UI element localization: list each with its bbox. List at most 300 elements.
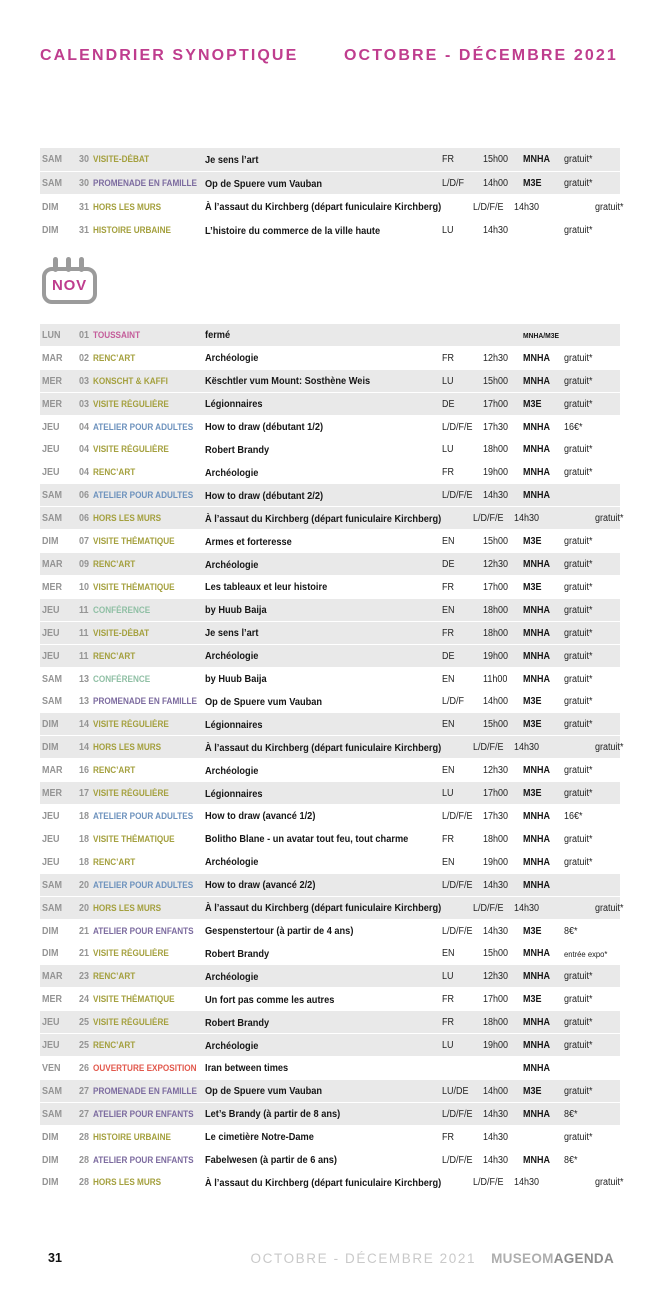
event-title: Un fort pas comme les autres	[205, 993, 335, 1006]
event-price: gratuit*	[595, 902, 624, 914]
event-row	[40, 393, 620, 416]
event-time: 14h00	[483, 1085, 509, 1097]
event-price: gratuit*	[564, 1040, 593, 1052]
calendar-rings-icon	[53, 257, 100, 272]
event-type-label: HORS LES MURS	[93, 513, 162, 525]
event-title: Bolitho Blane - un avatar tout feu, tout charme	[205, 833, 409, 846]
event-language: EN	[442, 856, 455, 868]
event-museum	[523, 1132, 564, 1143]
event-time: 12h30	[483, 559, 509, 571]
footer-period: OCTOBRE - DÉCEMBRE 2021	[250, 1251, 477, 1266]
event-price: gratuit*	[564, 1017, 593, 1029]
event-row	[40, 530, 620, 553]
event-language: EN	[442, 604, 455, 616]
event-type-label: RENC’ART	[93, 352, 136, 364]
event-time: 15h00	[483, 948, 509, 960]
event-type-label: TOUSSAINT	[93, 329, 141, 341]
event-price: gratuit*	[564, 581, 593, 593]
event-day: LUN 01	[42, 329, 89, 341]
event-row	[40, 576, 620, 599]
page-title: CALENDRIER SYNOPTIQUE	[40, 47, 299, 64]
event-row	[40, 1172, 624, 1195]
event-title: How to draw (débutant 1/2)	[205, 421, 324, 434]
event-day: MER 03	[42, 375, 89, 387]
event-museum: MNHA	[523, 1040, 550, 1052]
footer-brand	[491, 1251, 614, 1266]
event-type-label: VISITE-DÉBAT	[93, 154, 150, 166]
event-time: 19h00	[483, 650, 509, 662]
event-row	[40, 1103, 620, 1126]
event-row	[40, 461, 620, 484]
event-time: 12h30	[483, 352, 509, 364]
event-type-label: CONFÉRENCE	[93, 673, 151, 685]
event-row	[40, 622, 620, 645]
event-museum	[554, 513, 595, 524]
event-row	[40, 1149, 620, 1172]
event-title: Op de Spuere vum Vauban	[205, 177, 323, 190]
event-row	[40, 828, 620, 851]
event-time: 17h00	[483, 398, 509, 410]
event-price	[564, 1063, 620, 1074]
event-day: JEU 04	[42, 421, 89, 433]
event-language: L/D/F/E	[473, 201, 504, 213]
event-price: 16€*	[564, 810, 583, 822]
event-time: 18h00	[483, 604, 509, 616]
event-price: gratuit*	[564, 971, 593, 983]
event-title: Légionnaires	[205, 787, 263, 800]
event-time: 14h00	[483, 178, 509, 190]
event-time: 14h30	[483, 1131, 509, 1143]
event-museum: MNHA	[523, 490, 550, 502]
event-language: EN	[442, 765, 455, 777]
event-museum: MNHA	[523, 352, 550, 364]
event-price: gratuit*	[564, 398, 593, 410]
event-time: 17h00	[483, 994, 509, 1006]
event-title: Këschtler vum Mount: Sosthène Weis	[205, 375, 371, 388]
event-row	[40, 942, 620, 965]
event-museum: MNHA	[523, 948, 550, 960]
event-title: Je sens l’art	[205, 153, 259, 166]
event-museum	[554, 202, 595, 213]
event-row	[40, 1034, 620, 1057]
event-type-label: VISITE THÉMATIQUE	[93, 536, 175, 548]
event-price: gratuit*	[564, 375, 593, 387]
event-language: FR	[442, 994, 455, 1006]
event-time: 14h30	[514, 513, 540, 525]
event-language	[442, 330, 483, 341]
event-day: SAM 20	[42, 902, 89, 914]
event-price: gratuit*	[595, 513, 624, 525]
event-type-label: RENC’ART	[93, 856, 136, 868]
event-title: Fabelwesen (à partir de 6 ans)	[205, 1154, 337, 1167]
event-museum	[554, 742, 595, 753]
event-language: L/D/F/E	[473, 1177, 504, 1189]
event-museum: MNHA	[523, 154, 550, 166]
event-language: LU	[442, 788, 454, 800]
event-museum: MNHA	[523, 650, 550, 662]
event-language: L/D/F	[442, 696, 465, 708]
event-language: LU	[442, 1040, 454, 1052]
event-language: FR	[442, 833, 455, 845]
event-type-label: HISTOIRE URBAINE	[93, 1131, 171, 1143]
event-type-label: PROMENADE EN FAMILLE	[93, 696, 197, 708]
event-museum: MNHA	[523, 1154, 550, 1166]
event-row	[40, 668, 620, 691]
event-language: LU	[442, 971, 454, 983]
event-museum: M3E	[523, 925, 542, 937]
event-row	[40, 553, 620, 576]
event-time: 14h30	[514, 201, 540, 213]
event-type-label: VISITE RÉGULIÈRE	[93, 948, 169, 960]
event-title: How to draw (avancé 2/2)	[205, 879, 316, 892]
event-price: gratuit*	[564, 154, 593, 166]
event-row	[40, 965, 620, 988]
event-row	[40, 759, 620, 782]
event-price: gratuit*	[564, 673, 593, 685]
event-time	[483, 330, 523, 341]
event-day: JEU 11	[42, 627, 89, 639]
event-type-label: HISTOIRE URBAINE	[93, 225, 171, 237]
event-type-label: HORS LES MURS	[93, 902, 162, 914]
event-time: 15h00	[483, 719, 509, 731]
event-title: Archéologie	[205, 466, 259, 479]
event-title: Légionnaires	[205, 398, 263, 411]
event-title: Let’s Brandy (à partir de 8 ans)	[205, 1108, 341, 1121]
event-type-label: RENC’ART	[93, 765, 136, 777]
event-price: 8€*	[564, 1154, 578, 1166]
event-price: gratuit*	[564, 788, 593, 800]
event-language: L/D/F/E	[442, 421, 473, 433]
event-price: gratuit*	[564, 536, 593, 548]
event-day: JEU 25	[42, 1040, 89, 1052]
event-day: SAM 30	[42, 154, 89, 166]
event-type-label: ATELIER POUR ADULTES	[93, 879, 194, 891]
event-time: 14h30	[483, 925, 509, 937]
event-day: JEU 18	[42, 833, 89, 845]
event-row	[40, 874, 620, 897]
event-title: by Huub Baija	[205, 604, 267, 617]
event-price: gratuit*	[564, 444, 593, 456]
event-day: JEU 25	[42, 1017, 89, 1029]
event-type-label: OUVERTURE EXPOSITION	[93, 1062, 197, 1074]
page-number: 31	[48, 1251, 62, 1265]
event-language: EN	[442, 536, 455, 548]
event-museum: MNHA	[523, 444, 550, 456]
event-title: Le cimetière Notre-Dame	[205, 1131, 314, 1144]
event-type-label: RENC’ART	[93, 1040, 136, 1052]
event-language: FR	[442, 154, 455, 166]
event-day: JEU 11	[42, 650, 89, 662]
event-language: FR	[442, 1131, 455, 1143]
event-language: L/D/F/E	[442, 810, 473, 822]
event-row	[40, 1057, 620, 1080]
event-row	[40, 713, 620, 736]
event-time: 19h00	[483, 856, 509, 868]
event-language: L/D/F/E	[442, 1108, 473, 1120]
event-museum: M3E	[523, 719, 542, 731]
event-language: FR	[442, 581, 455, 593]
event-price: gratuit*	[595, 742, 624, 754]
event-title: À l’assaut du Kirchberg (départ funiculaire Kirchberg)	[205, 902, 442, 915]
event-museum: MNHA	[523, 375, 550, 387]
event-time: 18h00	[483, 627, 509, 639]
event-museum: MNHA	[523, 467, 550, 479]
event-day: DIM 31	[42, 225, 89, 237]
event-day: MER 10	[42, 581, 89, 593]
event-day: DIM 28	[42, 1177, 89, 1189]
event-language: L/D/F/E	[442, 1154, 473, 1166]
event-museum: MNHA	[523, 1017, 550, 1029]
event-language: LU	[442, 375, 454, 387]
event-type-label: VISITE RÉGULIÈRE	[93, 788, 169, 800]
event-type-label: VISITE RÉGULIÈRE	[93, 444, 169, 456]
event-time: 15h00	[483, 154, 509, 166]
event-title: Archéologie	[205, 970, 259, 983]
event-row	[40, 219, 620, 243]
event-language: L/D/F/E	[442, 879, 473, 891]
event-title: Iran between times	[205, 1062, 289, 1075]
event-title: À l’assaut du Kirchberg (départ funiculaire Kirchberg)	[205, 1176, 442, 1189]
event-type-label: VISITE-DÉBAT	[93, 627, 150, 639]
event-language: L/D/F/E	[473, 902, 504, 914]
event-row	[40, 324, 620, 347]
event-time: 14h30	[514, 1177, 540, 1189]
event-time: 14h30	[483, 490, 509, 502]
event-day: DIM 21	[42, 948, 89, 960]
event-museum: MNHA	[523, 765, 550, 777]
event-museum: M3E	[523, 788, 542, 800]
event-time: 14h30	[514, 902, 540, 914]
event-museum: MNHA	[523, 1108, 550, 1120]
event-time: 17h00	[483, 788, 509, 800]
event-language: DE	[442, 559, 455, 571]
event-type-label: RENC’ART	[93, 559, 136, 571]
event-museum: M3E	[523, 696, 542, 708]
event-price: gratuit*	[564, 178, 593, 190]
event-time: 17h30	[483, 810, 509, 822]
event-row	[40, 897, 624, 920]
event-language: DE	[442, 650, 455, 662]
event-price	[564, 880, 620, 891]
event-title: L’histoire du commerce de la ville haute	[205, 224, 381, 237]
event-time: 18h00	[483, 1017, 509, 1029]
event-day: MAR 09	[42, 559, 89, 571]
event-museum: MNHA	[523, 673, 550, 685]
event-day: SAM 06	[42, 490, 89, 502]
event-price: gratuit*	[564, 833, 593, 845]
event-museum: MNHA	[523, 1062, 550, 1074]
event-type-label: CONFÉRENCE	[93, 604, 151, 616]
event-price: 8€*	[564, 1108, 578, 1120]
event-day: DIM 28	[42, 1154, 89, 1166]
event-museum: MNHA	[523, 627, 550, 639]
event-type-label: VISITE RÉGULIÈRE	[93, 398, 169, 410]
event-type-label: ATELIER POUR ADULTES	[93, 421, 194, 433]
event-row	[40, 507, 624, 530]
event-price: gratuit*	[564, 225, 593, 237]
event-day: DIM 28	[42, 1131, 89, 1143]
event-day: JEU 11	[42, 604, 89, 616]
event-day: SAM 27	[42, 1085, 89, 1097]
event-museum	[554, 903, 595, 914]
event-title: Je sens l’art	[205, 627, 259, 640]
event-row	[40, 851, 620, 874]
event-museum	[523, 225, 564, 236]
event-day: DIM 21	[42, 925, 89, 937]
event-language: LU/DE	[442, 1085, 469, 1097]
event-price: gratuit*	[564, 559, 593, 571]
event-language: FR	[442, 1017, 455, 1029]
event-time: 15h00	[483, 536, 509, 548]
event-time: 12h30	[483, 765, 509, 777]
event-language: FR	[442, 467, 455, 479]
event-time: 17h00	[483, 581, 509, 593]
event-title: Archéologie	[205, 558, 259, 571]
event-row	[40, 782, 620, 805]
event-type-label: VISITE RÉGULIÈRE	[93, 719, 169, 731]
event-row	[40, 484, 620, 507]
event-time: 18h00	[483, 833, 509, 845]
footer-brand-museom: MUSEOM	[491, 1251, 554, 1266]
event-museum: MNHA	[523, 879, 550, 891]
event-title: Robert Brandy	[205, 443, 270, 456]
event-museum: M3E	[523, 581, 542, 593]
event-row	[40, 691, 620, 714]
event-title: Armes et forteresse	[205, 535, 292, 548]
event-language: DE	[442, 398, 455, 410]
event-day: DIM 14	[42, 719, 89, 731]
october-events-table	[40, 148, 624, 243]
event-price: gratuit*	[564, 604, 593, 616]
event-price	[564, 330, 620, 341]
event-title: Robert Brandy	[205, 947, 270, 960]
event-title: Les tableaux et leur histoire	[205, 581, 328, 594]
month-label: NOV	[42, 267, 97, 304]
event-day: DIM 14	[42, 742, 89, 754]
event-title: Archéologie	[205, 1039, 259, 1052]
event-row	[40, 736, 624, 759]
event-day: SAM 20	[42, 879, 89, 891]
event-type-label: PROMENADE EN FAMILLE	[93, 1085, 197, 1097]
event-day: JEU 18	[42, 856, 89, 868]
event-type-label: HORS LES MURS	[93, 742, 162, 754]
event-price: gratuit*	[564, 627, 593, 639]
event-title: fermé	[205, 329, 231, 342]
event-price: gratuit*	[564, 650, 593, 662]
event-day: SAM 30	[42, 178, 89, 190]
event-title: Gespenstertour (à partir de 4 ans)	[205, 925, 354, 938]
event-type-label: ATELIER POUR ADULTES	[93, 490, 194, 502]
event-day: JEU 18	[42, 810, 89, 822]
event-row	[40, 439, 620, 462]
event-row	[40, 988, 620, 1011]
event-title: Archéologie	[205, 764, 259, 777]
event-type-label: ATELIER POUR ENFANTS	[93, 1108, 194, 1120]
event-museum: MNHA	[523, 833, 550, 845]
event-type-label: PROMENADE EN FAMILLE	[93, 178, 197, 190]
event-title: À l’assaut du Kirchberg (départ funiculaire Kirchberg)	[205, 201, 442, 214]
event-row	[40, 920, 620, 943]
event-row	[40, 148, 620, 172]
event-row	[40, 805, 620, 828]
event-price: gratuit*	[564, 994, 593, 1006]
event-time: 15h00	[483, 375, 509, 387]
event-museum: M3E	[523, 178, 542, 190]
event-day: DIM 07	[42, 536, 89, 548]
event-price: gratuit*	[564, 856, 593, 868]
event-time: 14h30	[483, 1154, 509, 1166]
event-price: entrée expo*	[564, 948, 608, 959]
event-title: À l’assaut du Kirchberg (départ funiculaire Kirchberg)	[205, 741, 442, 754]
event-time: 19h00	[483, 1040, 509, 1052]
event-museum	[554, 1177, 595, 1188]
event-museum: M3E	[523, 994, 542, 1006]
event-type-label: VISITE RÉGULIÈRE	[93, 1017, 169, 1029]
event-language: LU	[442, 444, 454, 456]
event-type-label: VISITE THÉMATIQUE	[93, 833, 175, 845]
footer	[251, 1251, 614, 1266]
event-title: Archéologie	[205, 352, 259, 365]
event-time: 14h00	[483, 696, 509, 708]
event-museum: MNHA	[523, 421, 550, 433]
event-price: gratuit*	[564, 696, 593, 708]
event-language: EN	[442, 719, 455, 731]
event-day: MAR 23	[42, 971, 89, 983]
event-day: SAM 13	[42, 673, 89, 685]
event-day: MER 03	[42, 398, 89, 410]
event-price: gratuit*	[595, 201, 624, 213]
event-title: Archéologie	[205, 650, 259, 663]
event-row	[40, 1011, 620, 1034]
event-row	[40, 172, 620, 196]
event-museum: MNHA	[523, 856, 550, 868]
event-row	[40, 370, 620, 393]
event-time: 11h00	[483, 673, 508, 685]
event-time: 14h30	[483, 225, 509, 237]
event-day: VEN 26	[42, 1062, 89, 1074]
event-museum: MNHA/M3E	[523, 330, 560, 340]
event-time: 19h00	[483, 467, 509, 479]
event-price: 16€*	[564, 421, 583, 433]
event-price: 8€*	[564, 925, 578, 937]
event-museum: M3E	[523, 398, 542, 410]
event-title: How to draw (avancé 1/2)	[205, 810, 316, 823]
event-price: gratuit*	[564, 467, 593, 479]
event-title: Robert Brandy	[205, 1016, 270, 1029]
event-title: Op de Spuere vum Vauban	[205, 695, 323, 708]
event-museum: M3E	[523, 1085, 542, 1097]
event-price: gratuit*	[595, 1177, 624, 1189]
event-time: 17h30	[483, 421, 509, 433]
footer-brand-agenda: AGENDA	[553, 1251, 614, 1266]
event-price: gratuit*	[564, 352, 593, 364]
event-title: Op de Spuere vum Vauban	[205, 1085, 323, 1098]
event-language: FR	[442, 352, 455, 364]
event-language: L/D/F/E	[473, 742, 504, 754]
event-type-label: KONSCHT & KAFFI	[93, 375, 168, 387]
event-time: 12h30	[483, 971, 509, 983]
event-day: SAM 27	[42, 1108, 89, 1120]
event-type-label: VISITE THÉMATIQUE	[93, 581, 175, 593]
event-day: JEU 04	[42, 444, 89, 456]
event-row	[40, 1080, 620, 1103]
event-title: by Huub Baija	[205, 673, 267, 686]
event-row	[40, 195, 624, 219]
event-row	[40, 599, 620, 622]
event-day: DIM 31	[42, 201, 89, 213]
event-type-label: ATELIER POUR ENFANTS	[93, 1154, 194, 1166]
event-time: 18h00	[483, 444, 509, 456]
